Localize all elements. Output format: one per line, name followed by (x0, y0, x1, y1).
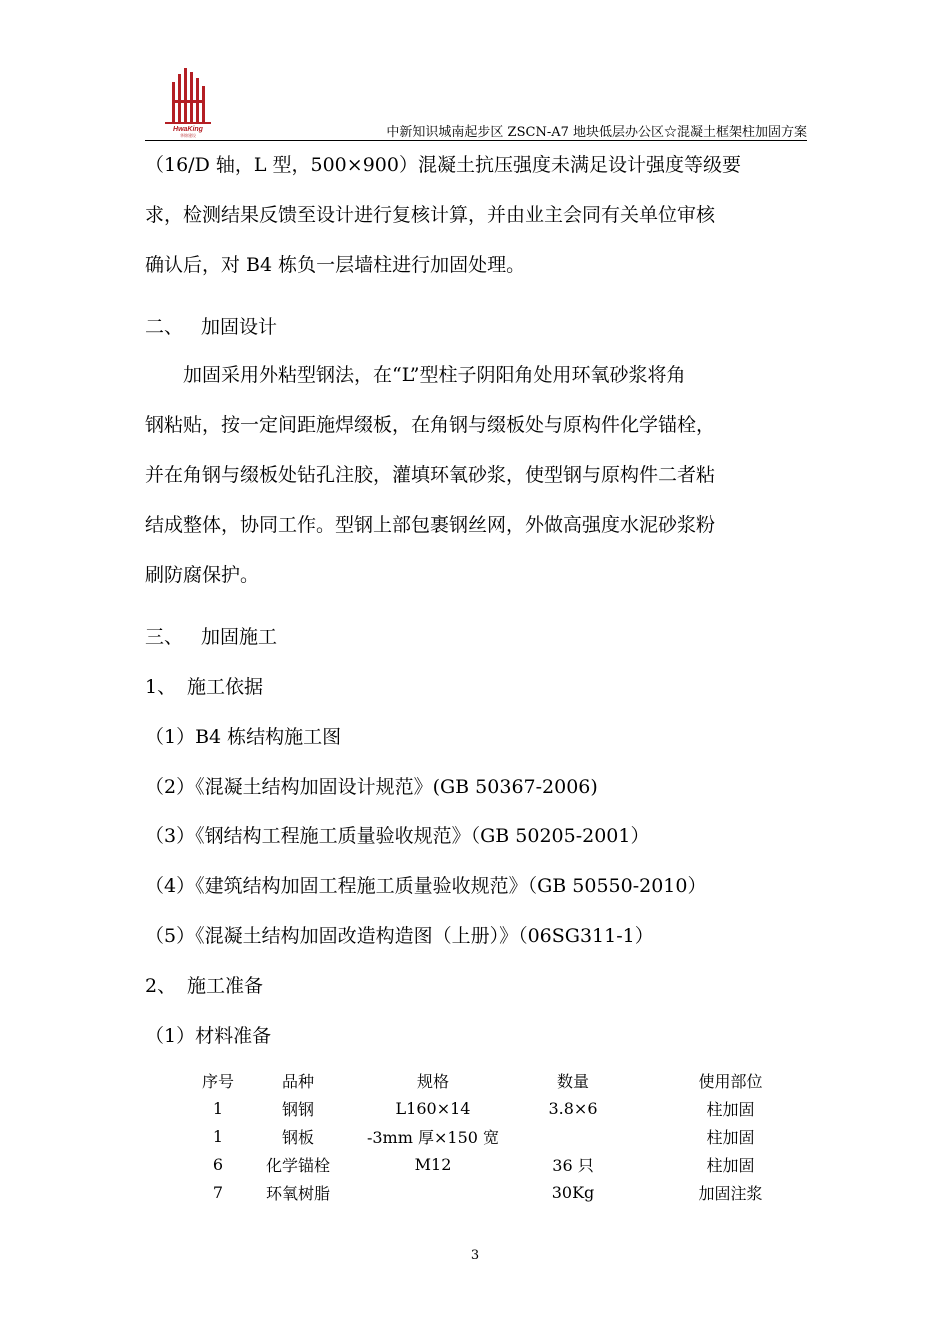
cell-index: 1 (212, 1126, 224, 1146)
cell-usage: 加固注浆 (698, 1183, 763, 1203)
column-header-quantity: 数量 (556, 1071, 589, 1091)
section-title: 加固施工 (201, 626, 278, 648)
material-prep-title: （1）材料准备 (145, 1025, 272, 1047)
material-table (178, 1066, 843, 1206)
basis-item: （4）《建筑结构加固工程施工质量验收规范》（GB 50550-2010） (145, 875, 707, 897)
column-header-spec: 规格 (416, 1071, 449, 1091)
subsection-number: 2、 (145, 975, 177, 997)
table-row (178, 1178, 843, 1206)
table-header-row (178, 1066, 843, 1094)
cell-spec (338, 1178, 528, 1206)
cell-index: 6 (212, 1154, 224, 1174)
cell-type: 化学锚栓 (265, 1155, 330, 1175)
cell-usage: 柱加固 (706, 1127, 755, 1147)
cell-quantity: 36 只 (552, 1155, 594, 1175)
subsection-title: 施工准备 (187, 975, 264, 997)
page-number: 3 (470, 1248, 480, 1263)
column-header-type: 品种 (281, 1071, 314, 1091)
section-title: 加固设计 (201, 316, 278, 338)
logo-text: HwaKing (173, 126, 203, 133)
basis-item: （2）《混凝土结构加固设计规范》(GB 50367-2006) (145, 776, 598, 798)
paragraph-line: 并在角钢与缀板处钻孔注胶，灌填环氧砂浆，使型钢与原构件二者粘 (145, 464, 716, 486)
cell-type: 钢钢 (281, 1099, 314, 1119)
table-row (178, 1094, 843, 1122)
subsection-number: 1、 (145, 676, 177, 698)
column-header-usage: 使用部位 (698, 1071, 763, 1091)
intro-line: 求，检测结果反馈至设计进行复核计算，并由业主会同有关单位审核 (145, 204, 716, 226)
intro-line: 确认后，对 B4 栋负一层墙柱进行加固处理。 (145, 254, 526, 276)
paragraph-line: 结成整体，协同工作。型钢上部包裹钢丝网，外做高强度水泥砂浆粉 (145, 514, 716, 536)
table-row (178, 1150, 843, 1178)
section-heading-design (145, 312, 277, 339)
intro-paragraph (145, 140, 810, 290)
cell-spec: L160×14 (395, 1098, 471, 1118)
paragraph-line: 加固采用外粘型钢法，在“L”型柱子阴阳角处用环氧砂浆将角 (183, 364, 686, 386)
intro-line: （16/D 轴，L 型，500×900）混凝土抗压强度未满足设计强度等级要 (145, 154, 741, 176)
cell-usage: 柱加固 (706, 1155, 755, 1175)
basis-item: （5）《混凝土结构加固改造构造图（上册）》（06SG311-1） (145, 925, 654, 947)
cell-usage: 柱加固 (706, 1099, 755, 1119)
subsection-heading-basis (145, 672, 263, 699)
logo-caption: 华锦建设 (180, 133, 196, 138)
section-number: 二、 (145, 316, 184, 338)
cell-quantity: 30Kg (551, 1182, 595, 1202)
cell-spec: M12 (414, 1154, 452, 1174)
section-number: 三、 (145, 626, 184, 648)
section-heading-construction (145, 622, 277, 649)
cell-index: 7 (212, 1182, 224, 1202)
cell-quantity: 3.8×6 (548, 1098, 598, 1118)
cell-spec: -3mm 厚×150 宽 (366, 1127, 500, 1147)
column-header-index: 序号 (201, 1071, 234, 1091)
paragraph-line: 钢粘贴，按一定间距施焊缀板，在角钢与缀板处与原构件化学锚栓， (145, 414, 716, 436)
header-title: 中新知识城南起步区 ZSCN-A7 地块低层办公区☆混凝土框架柱加固方案 (386, 125, 807, 140)
cell-type: 钢板 (281, 1127, 314, 1147)
cell-quantity (528, 1122, 618, 1150)
company-logo (157, 68, 219, 138)
basis-item: （1）B4 栋结构施工图 (145, 726, 342, 748)
table-row (178, 1122, 843, 1150)
cell-type: 环氧树脂 (265, 1183, 330, 1203)
cell-index: 1 (212, 1098, 224, 1118)
subsection-heading-preparation (145, 971, 263, 998)
paragraph-line: 刷防腐保护。 (145, 564, 260, 586)
basis-item: （3）《钢结构工程施工质量验收规范》（GB 50205-2001） (145, 825, 650, 847)
design-paragraph (145, 350, 810, 600)
subsection-title: 施工依据 (187, 676, 264, 698)
